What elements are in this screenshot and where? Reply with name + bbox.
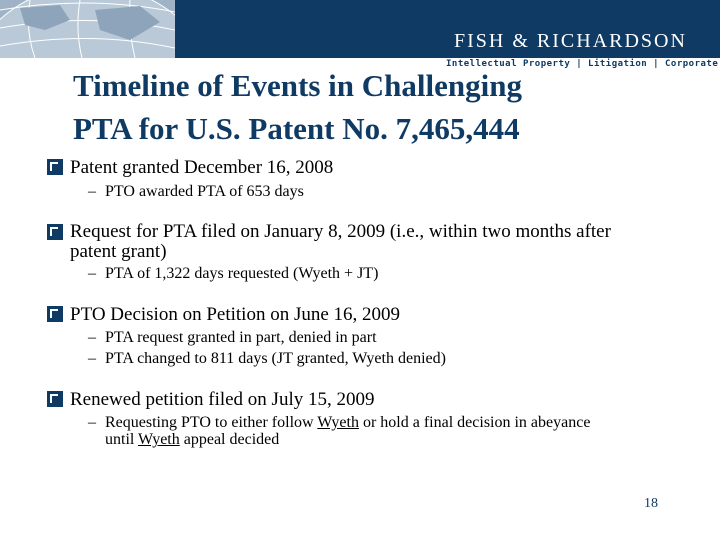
sub-text: PTO awarded PTA of 653 days bbox=[105, 183, 304, 200]
bullet-2-line-2: patent grant) bbox=[70, 241, 167, 262]
bullet-1: Patent granted December 16, 2008 bbox=[70, 157, 334, 178]
dash: – bbox=[88, 265, 96, 282]
brand-tagline: Intellectual Property | Litigation | Corporate bbox=[446, 59, 719, 69]
sub-text: PTA request granted in part, denied in part bbox=[105, 329, 377, 346]
fr-bullet-icon bbox=[47, 306, 63, 322]
case-name-wyeth: Wyeth bbox=[317, 414, 359, 431]
sub-text: PTA changed to 811 days (JT granted, Wyeth denied) bbox=[105, 350, 446, 367]
fr-bullet-icon bbox=[47, 224, 63, 240]
bullet-3: PTO Decision on Petition on June 16, 2009 bbox=[70, 304, 401, 325]
page-number: 18 bbox=[644, 496, 658, 511]
brand-name: FISH & RICHARDSON bbox=[454, 30, 687, 52]
header-band bbox=[0, 0, 720, 58]
bullet-4: Renewed petition filed on July 15, 2009 bbox=[70, 389, 375, 410]
bullet-2 bbox=[70, 222, 670, 262]
title-line-1: Timeline of Events in Challenging bbox=[73, 68, 522, 103]
dash: – bbox=[88, 414, 96, 431]
sub-text-part: Requesting PTO to either follow bbox=[105, 414, 318, 431]
title-line-2: PTA for U.S. Patent No. 7,465,444 bbox=[73, 111, 520, 146]
sub-text: PTA of 1,322 days requested (Wyeth + JT) bbox=[105, 265, 379, 282]
fr-bullet-icon bbox=[47, 159, 63, 175]
sub-text bbox=[105, 414, 665, 448]
dash: – bbox=[88, 350, 96, 367]
fr-bullet-icon bbox=[47, 391, 63, 407]
sub-text-part: or hold a final decision in abeyance bbox=[358, 414, 591, 431]
bullet-2-line-1: Request for PTA filed on January 8, 2009 (i.e., within two months after bbox=[70, 221, 611, 242]
sub-text-part: appeal decided bbox=[179, 431, 280, 448]
case-name-wyeth: Wyeth bbox=[138, 431, 180, 448]
slide-title bbox=[73, 64, 673, 150]
dash: – bbox=[88, 329, 96, 346]
sub-text-part: until bbox=[105, 431, 139, 448]
dash: – bbox=[88, 183, 96, 200]
globe-image bbox=[0, 0, 175, 58]
